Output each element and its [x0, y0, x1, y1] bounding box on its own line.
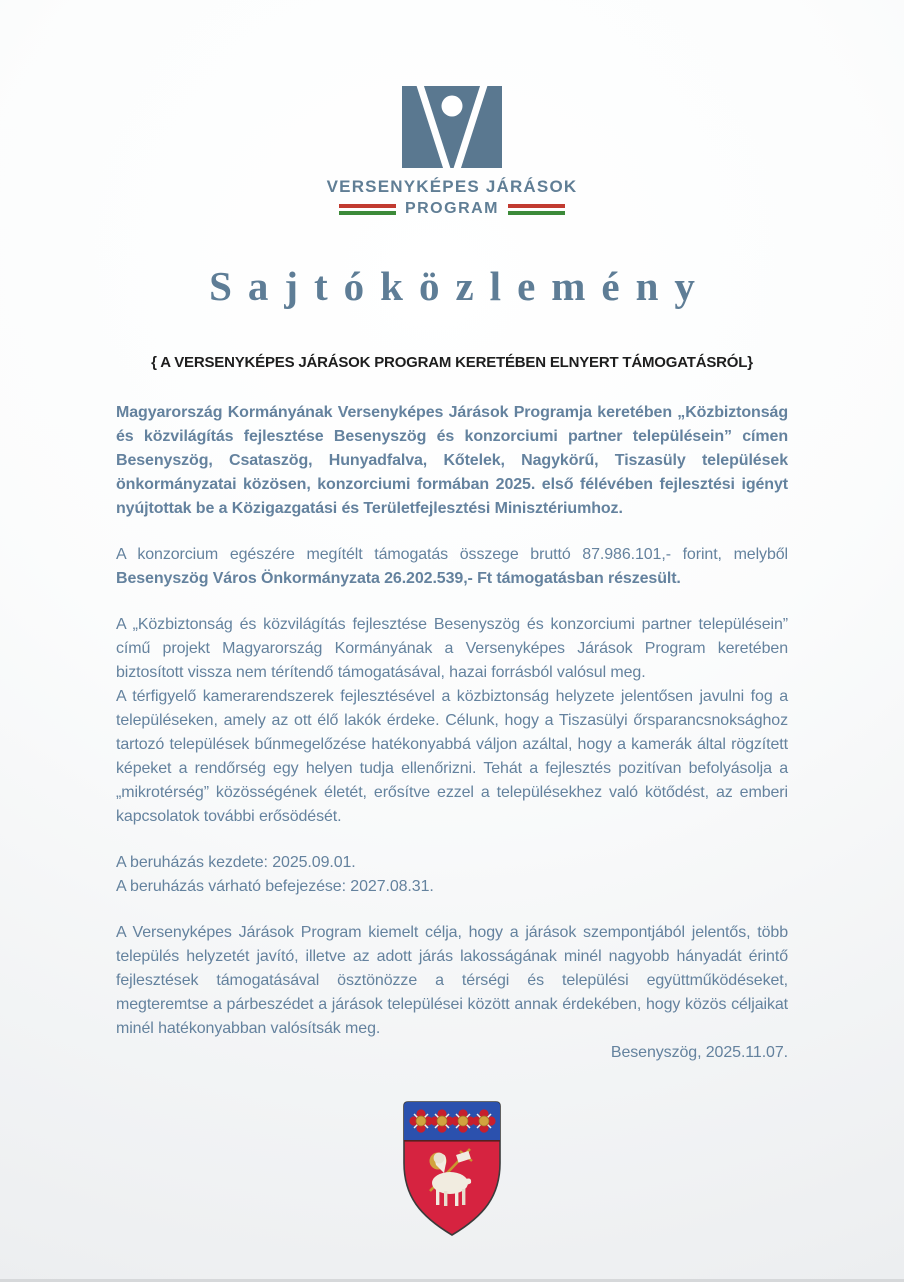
paragraph-project-funding: A „Közbiztonság és közvilágítás fejlesztése Besenyszög és konzorciumi partner településein” című projekt Magyarország Kormányának a Versenyképes Járások Program keretében biztosított vissza nem térítendő támogatásával, hazai forrásból valósul meg.: [116, 616, 788, 681]
program-logo: [327, 86, 578, 218]
page-title: Sajtóközlemény: [209, 263, 711, 309]
hungarian-flag-stripe-right-icon: [508, 204, 565, 215]
signoff-place-date: Besenyszög, 2025.11.07.: [610, 1044, 788, 1061]
coat-of-arms-container: [400, 1099, 504, 1239]
paragraph-project-goals: A térfigyelő kamerarendszerek fejlesztésével a közbiztonság helyzete jelentősen javulni fog a településeken, amely az ott élő lakók érdeke. Célunk, hogy a Tiszasülyi őrsparancsnoksághoz tartozó települések bűnmegelőzése hatékonyabbá váljon azáltal, hogy a kamerák által rögzített képeket a rendőrség egy helyen tudja ellenőrizni. Tehát a fejlesztés pozitívan befolyásolja a „mikrotérség” közösségének életét, erősítve ezzel a településekhez való kötődést, az emberi kapcsolatok további erősödését.: [116, 688, 788, 825]
page-subtitle: { A VERSENYKÉPES JÁRÁSOK PROGRAM KERETÉBEN ELNYERT TÁMOGATÁSRÓL}: [151, 354, 753, 371]
grant-amount-regular: A konzorcium egészére megítélt támogatás összege bruttó 87.986.101,- forint, melyből: [116, 546, 788, 563]
logo-text-line2: [339, 200, 565, 218]
grant-amount-bold: Besenyszög Város Önkormányzata 26.202.539,- Ft támogatásban részesült.: [116, 570, 681, 587]
logo-program-label: PROGRAM: [404, 200, 500, 217]
investment-start-date: A beruházás kezdete: 2025.09.01.: [116, 854, 356, 871]
paragraph-grant-amount: [116, 543, 788, 591]
investment-end-date: A beruházás várható befejezése: 2027.08.31.: [116, 878, 434, 895]
location-pin-v-logo-icon: [402, 86, 502, 168]
paragraph-program-purpose: A Versenyképes Járások Program kiemelt célja, hogy a járások szempontjából jelentős, több település helyzetét javító, illetve az adott járás lakosságának minél nagyobb hányadát érintő fejlesztések támogatásával ösztönözze a térségi és települési együttműködéseket, megteremtse a párbeszédet a járások települései között annak érdekében, hogy közös céljaikat minél hatékonyabban valósítsák meg.: [116, 924, 788, 1037]
hungarian-flag-stripe-left-icon: [339, 204, 396, 215]
logo-text-line1: VERSENYKÉPES JÁRÁSOK: [326, 177, 578, 196]
paragraph-intro: Magyarország Kormányának Versenyképes Járások Programja keretében „Közbiztonság és közvilágítás fejlesztése Besenyszög és konzorciumi partner településein” címen Besenyszög, Csataszög, Hunyadfalva, Kőtelek, Nagykörű, Tiszasüly települések önkormányzatai közösen, konzorciumi formában 2025. első félévében fejlesztési igényt nyújtottak be a Közigazgatási és Területfejlesztési Minisztériumhoz.: [116, 404, 788, 517]
press-release-body: [116, 401, 788, 1065]
besenyszog-coat-of-arms: [400, 1099, 504, 1239]
